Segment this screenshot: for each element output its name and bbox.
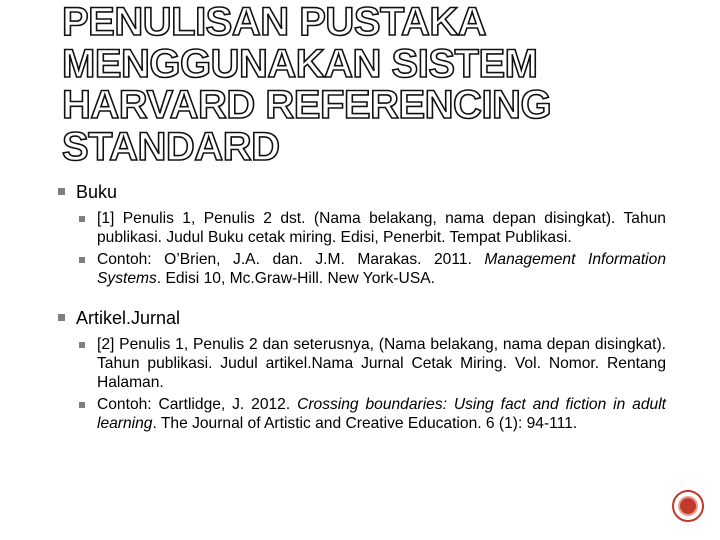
example-post: . The Journal of Artistic and Creative Education. 6 (1): 94-111. [152,415,578,432]
slide-nav-button[interactable] [672,490,704,522]
section-artikel-jurnal [56,307,666,329]
reference-format: [2] Penulis 1, Penulis 2 dan seterusnya, (Nama belakang, nama depan disingkat). Tahun publikasi. Judul artikel.Nama Jurnal Cetak Miring. Vol. Nomor. Rentang Halaman. [97,336,666,391]
section-artikel-jurnal-items [76,335,666,433]
title-line: MENGGUNAKAN SISTEM [62,41,538,86]
example-italic: Management Information Systems [97,251,666,287]
example-pre: Contoh: O’Brien, J.A. dan. J.M. Marakas. 2011. [97,251,485,268]
square-bullet-icon [79,402,85,408]
section-heading: Buku [76,182,118,202]
section-buku-items [76,209,666,288]
square-bullet-icon [79,342,85,348]
reference-format: [1] Penulis 1, Penulis 2 dst. (Nama belakang, nama depan disingkat). Tahun publikasi. Judul Buku cetak miring. Edisi, Penerbit. Tempat Publikasi. [97,210,666,246]
list-item [76,335,666,392]
slide-content [56,181,666,436]
list-item [76,250,666,288]
circle-icon [678,496,698,516]
square-bullet-icon [79,216,85,222]
list-item [76,209,666,247]
title-line: STANDARD [62,124,280,169]
title-line: HARVARD REFERENCING [62,83,552,127]
section-buku [56,181,666,203]
title-line: PENULISAN PUSTAKA [62,0,487,44]
slide-title [62,2,682,168]
example-post: . Edisi 10, Mc.Graw-Hill. New York-USA. [156,270,435,287]
square-bullet-icon [79,257,85,263]
example-italic: Crossing boundaries: Using fact and fiction in adult learning [97,396,666,432]
square-bullet-icon [58,314,65,321]
section-heading: Artikel.Jurnal [76,308,181,328]
list-item [76,395,666,433]
square-bullet-icon [58,188,65,195]
example-pre: Contoh: Cartlidge, J. 2012. [97,396,298,413]
